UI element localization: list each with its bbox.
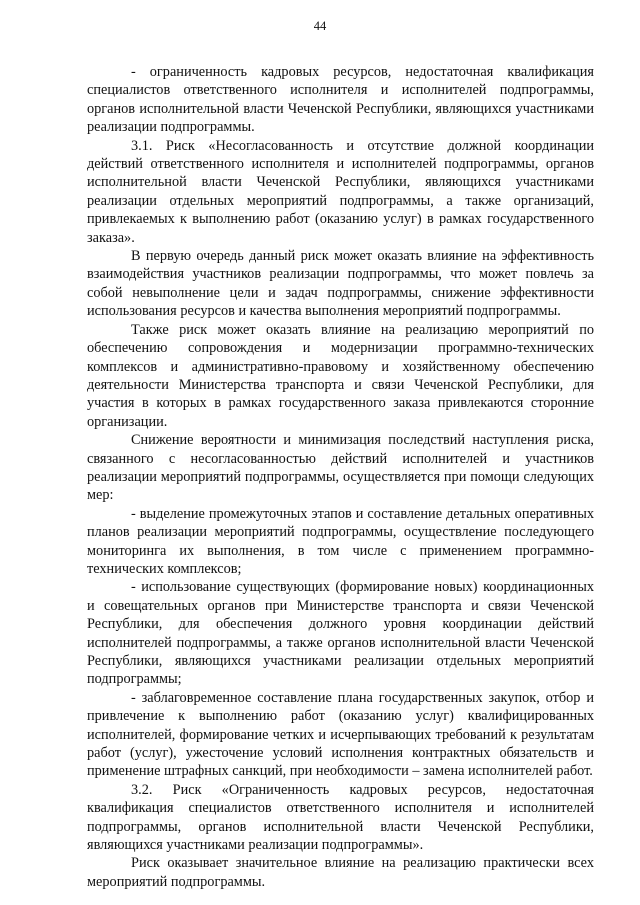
paragraph-risk-3-2-heading: 3.2. Риск «Ограниченность кадровых ресурсов, недостаточная квалификация специалистов ответственного исполнителя и исполнителей подпрограммы, органов исполнительной власти Чеченской Республики, являющихся участниками реализации подпрограммы». [87, 781, 594, 854]
paragraph-risk-mitigation-intro: Снижение вероятности и минимизация последствий наступления риска, связанного с несогласованностью действий исполнителей и участников реализации мероприятий подпрограммы, осуществляется при помощи следующих мер: [87, 432, 594, 504]
paragraph-risk-list-item: - ограниченность кадровых ресурсов, недостаточная квалификация специалистов ответственного исполнителя и исполнителей подпрограммы, органов исполнительной власти Чеченской Республики, являющихся участниками реализации подпрограммы. [87, 64, 594, 136]
paragraph-measure-stages: - выделение промежуточных этапов и составление детальных оперативных планов реализации мероприятий подпрограммы, осуществление последующего мониторинга их выполнения, в том числе с применением программно-технических комплексов; [87, 505, 594, 577]
paragraph-risk-3-1-heading: 3.1. Риск «Несогласованность и отсутствие должной координации действий ответственного исполнителя и исполнителей подпрограммы, органов исполнительной власти Чеченской Республики, являющихся участниками реализации отдельных мероприятий подпрограммы, а также организаций, привлекаемых к выполнению работ (оказанию услуг) в рамках государственного заказа». [87, 137, 594, 246]
paragraph-risk-3-2-influence: Риск оказывает значительное влияние на реализацию практически всех мероприятий подпрограммы. [87, 855, 594, 890]
paragraph-measure-coordination: - использование существующих (формирование новых) координационных и совещательных органов при Министерстве транспорта и связи Чеченской Республики, для обеспечения должного уровня координации действий исполнителей подпрограммы, а также органов исполнительной власти Чеченской Республики, являющихся участниками реализации отдельных мероприятий подпрограммы; [87, 579, 594, 688]
page-number: 44 [313, 19, 327, 33]
paragraph-measure-procurement: - заблаговременное составление плана государственных закупок, отбор и привлечение к выполнению работ (оказанию услуг) квалифицированных исполнителей, формирование четких и исчерпывающих требований к результатам работ (услуг), ужесточение условий исполнения контрактных обязательств и применение штрафных санкций, при необходимости – замена исполнителей работ. [87, 689, 594, 780]
paragraph-risk-influence: В первую очередь данный риск может оказать влияние на эффективность взаимодействия участников реализации подпрограммы, что может повлечь за собой невыполнение цели и задач подпрограммы, снижение эффективности использования ресурсов и качества выполнения мероприятий подпрограммы. [87, 248, 594, 320]
paragraph-risk-influence-extra: Также риск может оказать влияние на реализацию мероприятий по обеспечению сопровождения и модернизации программно-технических комплексов и административно-правовому и хозяйственному обеспечению деятельности Министерства транспорта и связи Чеченской Республики, для участия в которых в рамках государственного заказа привлекаются сторонние организации. [87, 321, 594, 430]
document-body [87, 63, 594, 891]
